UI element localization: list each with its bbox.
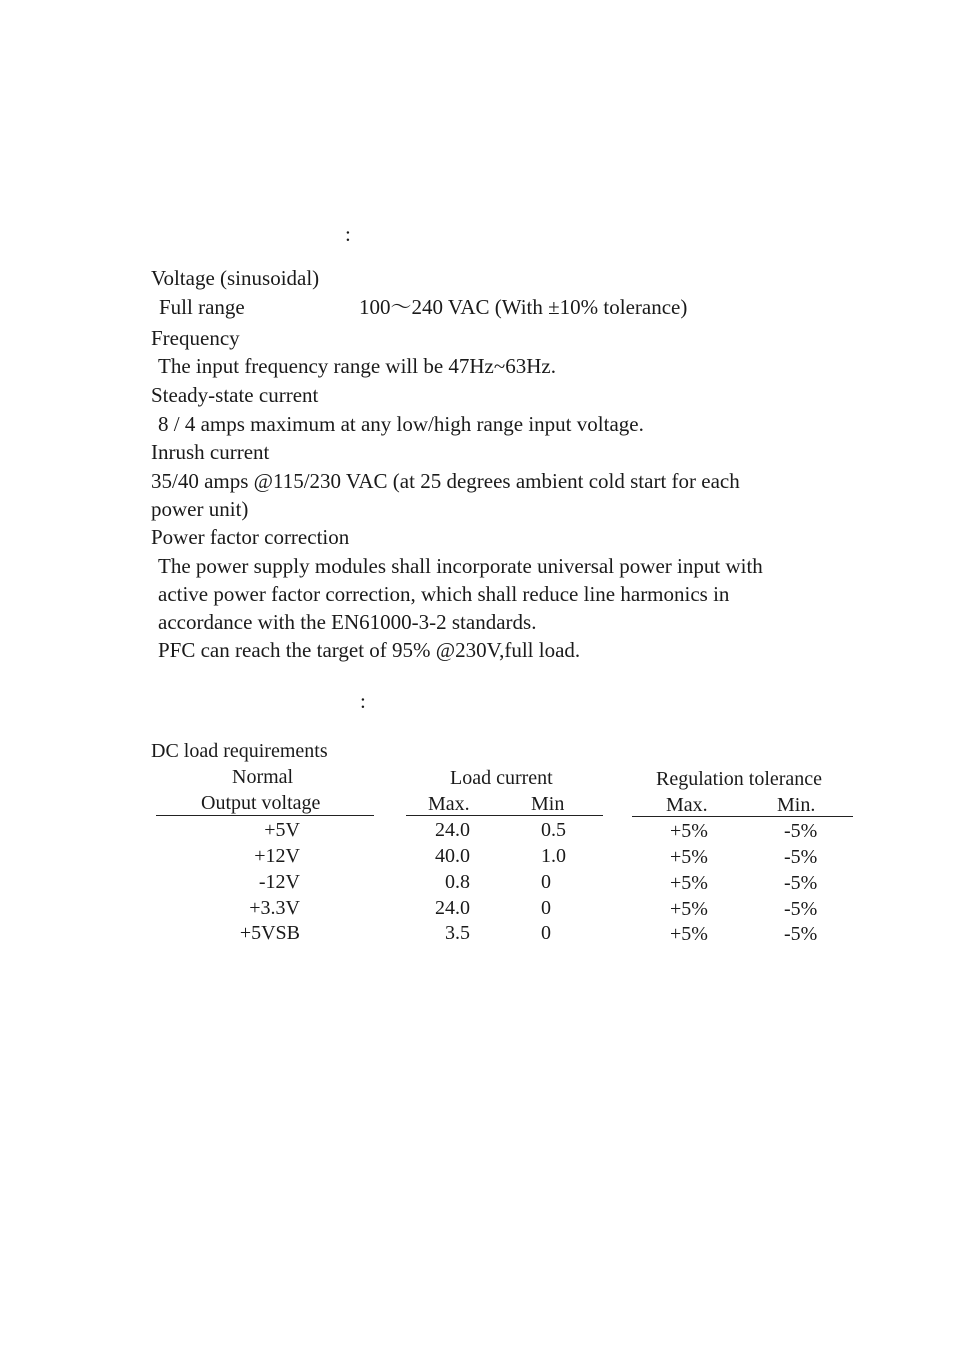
pfc-heading: Power factor correction xyxy=(151,525,350,549)
full-range-label: Full range xyxy=(159,295,245,319)
full-range-value: 100～240 VAC (With ±10% tolerance) xyxy=(359,295,688,319)
col-header-load-min: Min xyxy=(531,793,565,815)
cell-reg-min: -5% xyxy=(784,820,818,842)
steady-state-text: 8 / 4 amps maximum at any low/high range input voltage. xyxy=(158,412,644,436)
cell-reg-min: -5% xyxy=(784,898,818,920)
cell-reg-max: +5% xyxy=(670,820,708,842)
header-rule-voltage xyxy=(156,815,374,816)
cell-voltage: +5VSB xyxy=(239,922,300,944)
cell-voltage: +12V xyxy=(254,845,300,867)
cell-reg-max: +5% xyxy=(670,846,708,868)
col-header-normal: Normal xyxy=(232,766,294,788)
col-header-output-voltage: Output voltage xyxy=(201,792,321,814)
dc-load-heading: DC load requirements xyxy=(151,740,328,762)
frequency-heading: Frequency xyxy=(151,326,240,350)
col-header-load-current: Load current xyxy=(450,767,553,789)
cell-reg-min: -5% xyxy=(784,872,818,894)
cell-reg-min: -5% xyxy=(784,846,818,868)
inrush-text-line2: power unit) xyxy=(151,497,249,521)
cell-load-max: 0.8 xyxy=(445,871,470,893)
pfc-text-line3: accordance with the EN61000-3-2 standards. xyxy=(158,610,537,634)
cell-load-min: 0 xyxy=(541,871,551,893)
col-header-reg-max: Max. xyxy=(666,794,708,816)
pfc-text-line1: The power supply modules shall incorporate universal power input with xyxy=(158,554,763,578)
section2-colon: : xyxy=(360,689,366,713)
cell-reg-min: -5% xyxy=(784,923,818,945)
cell-load-max: 24.0 xyxy=(435,819,470,841)
cell-load-min: 1.0 xyxy=(541,845,566,867)
cell-load-max: 3.5 xyxy=(445,922,470,944)
pfc-text-line2: active power factor correction, which shall reduce line harmonics in xyxy=(158,582,730,606)
cell-load-min: 0 xyxy=(541,897,551,919)
voltage-heading: Voltage (sinusoidal) xyxy=(151,266,320,290)
header-rule-regulation xyxy=(632,816,853,817)
section1-colon: : xyxy=(345,222,351,246)
pfc-text-line4: PFC can reach the target of 95% @230V,full load. xyxy=(158,638,581,662)
cell-load-max: 24.0 xyxy=(435,897,470,919)
inrush-heading: Inrush current xyxy=(151,440,270,464)
inrush-text-line1: 35/40 amps @115/230 VAC (at 25 degrees ambient cold start for each xyxy=(151,469,740,493)
cell-load-max: 40.0 xyxy=(435,845,470,867)
cell-voltage: -12V xyxy=(258,871,300,893)
cell-reg-max: +5% xyxy=(670,923,708,945)
cell-reg-max: +5% xyxy=(670,898,708,920)
col-header-reg-min: Min. xyxy=(777,794,816,816)
cell-load-min: 0.5 xyxy=(541,819,566,841)
steady-state-heading: Steady-state current xyxy=(151,383,319,407)
header-rule-load xyxy=(406,815,603,816)
col-header-regulation: Regulation tolerance xyxy=(656,768,823,790)
cell-voltage: +5V xyxy=(264,819,300,841)
cell-voltage: +3.3V xyxy=(249,897,300,919)
col-header-load-max: Max. xyxy=(428,793,470,815)
cell-load-min: 0 xyxy=(541,922,551,944)
cell-reg-max: +5% xyxy=(670,872,708,894)
frequency-text: The input frequency range will be 47Hz~63Hz. xyxy=(158,354,556,378)
